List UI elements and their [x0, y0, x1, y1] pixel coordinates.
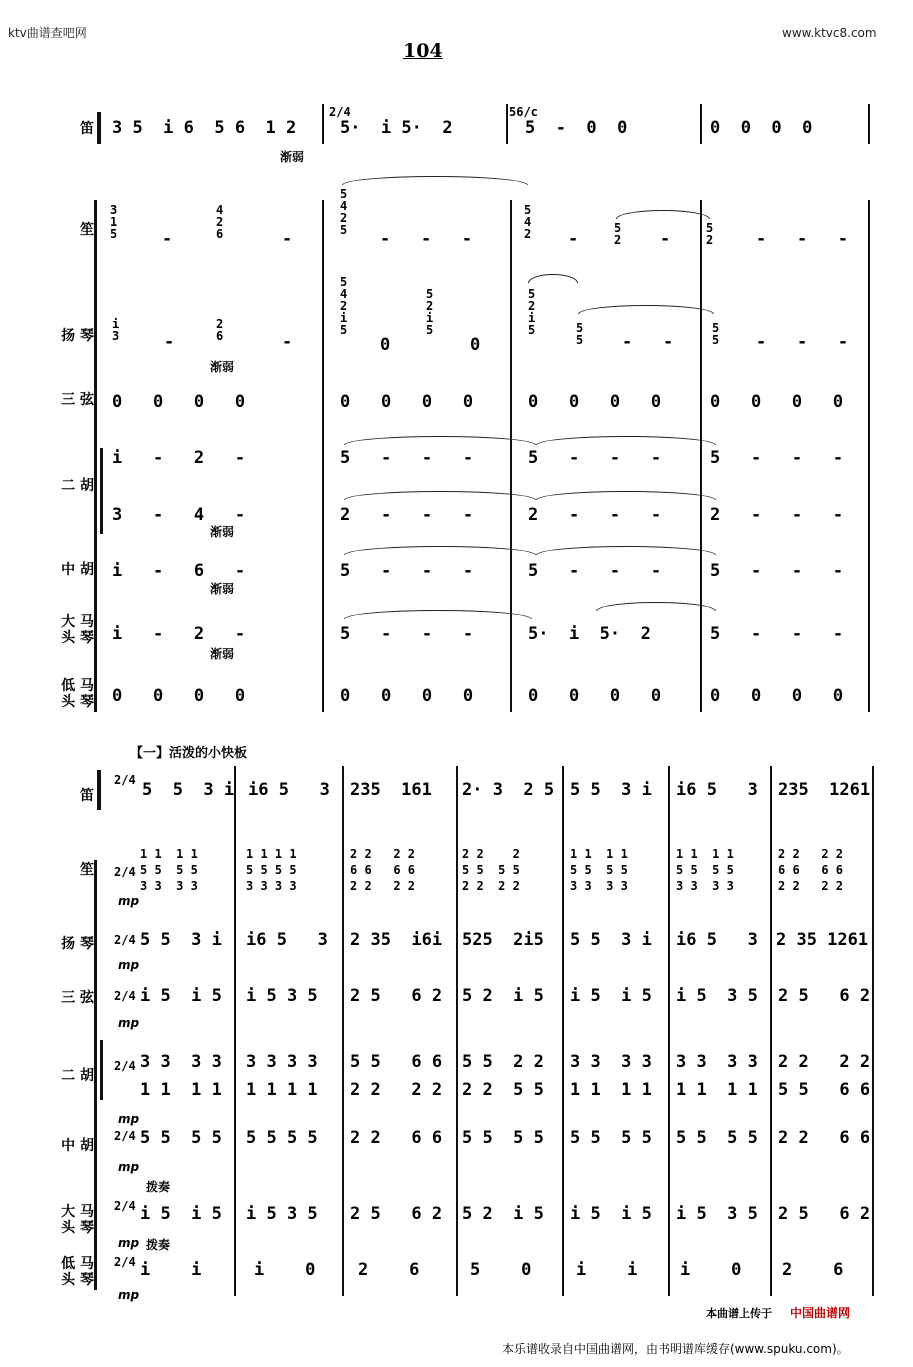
sheng2-top-m4: 2 2 2	[462, 847, 520, 861]
sheng-chord: 3 1 5	[110, 203, 118, 241]
sheng2-bot-m3: 2 2 2 2	[350, 879, 416, 893]
timesig-sanxian: 2/4	[114, 989, 136, 1003]
datouqin2-m2: i 5 3 5	[246, 1204, 318, 1224]
erhu-upper-m3: 5 - - -	[528, 448, 662, 468]
barline	[700, 200, 702, 712]
di-timesig-2: 2/4	[329, 105, 351, 119]
label-sanxian: 三 弦	[61, 392, 94, 408]
zhonghu-dim: 渐弱	[210, 582, 235, 596]
sanxian2-m1: i 5 i 5	[140, 986, 222, 1006]
zhonghu2-m3: 2 2 6 6	[350, 1128, 443, 1148]
sheng2-bot-m2: 3 3 3 3	[246, 879, 297, 893]
di-measure-2: 5· i 5· 2	[340, 118, 453, 138]
label-datouqin-2: 大 马 头 琴	[61, 1204, 94, 1236]
sheng2-top-m7: 2 2 2 2	[778, 847, 844, 861]
pizz-zhonghu: 拨奏	[146, 1180, 171, 1194]
sheng2-mid-m5: 5 5 5 5	[570, 863, 628, 877]
yangqin2-m2: i6 5 3	[246, 930, 328, 950]
sheng2-top-m5: 1 1 1 1	[570, 847, 628, 861]
ditouqin-m1: 0 0 0 0	[112, 686, 246, 706]
erhu-lower-m4: 2 - - -	[710, 505, 844, 525]
label-zhonghu: 中 胡	[61, 562, 94, 578]
timesig-datouqin: 2/4	[114, 1199, 136, 1213]
sheng-chord: 5 2	[706, 221, 714, 247]
barline	[322, 200, 324, 712]
datouqin-m2: 5 - - -	[340, 624, 474, 644]
ditouqin2-m7: 2 6	[782, 1260, 844, 1280]
sheng2-bot-m7: 2 2 2 2	[778, 879, 844, 893]
label-ditouqin: 低 马 头 琴	[61, 678, 94, 710]
bottom-note: 本乐谱收录自中国曲谱网，由书明谱库缓存(www.spuku.com)。	[502, 1342, 849, 1356]
yangqin-chord: 5 4 2 i 5	[340, 275, 348, 337]
site-logo: 中国曲谱网	[790, 1306, 851, 1320]
sheng2-bot-m6: 3 3 3 3	[676, 879, 734, 893]
slur	[616, 210, 710, 219]
slur	[578, 305, 714, 314]
dyn-datouqin: mp	[118, 1236, 140, 1250]
erhu2-top-m3: 5 5 6 6	[350, 1052, 443, 1072]
bracket-di	[97, 112, 101, 144]
sanxian-m1: 0 0 0 0	[112, 392, 246, 412]
ditouqin2-m3: 2 6	[358, 1260, 420, 1280]
label-erhu: 二 胡	[61, 478, 94, 494]
di2-m4: 2· 3 2 5	[462, 780, 555, 800]
yangqin-dash: -	[164, 332, 175, 352]
sanxian2-m6: i 5 3 5	[676, 986, 758, 1006]
yangqin2-m5: 5 5 3 i	[570, 930, 652, 950]
ditouqin-m3: 0 0 0 0	[528, 686, 662, 706]
erhu2-top-m1: 3 3 3 3	[140, 1052, 222, 1072]
slur	[596, 602, 716, 611]
slur	[344, 436, 536, 445]
timesig-sheng: 2/4	[114, 865, 136, 879]
sheng-chord: 5 2	[614, 221, 622, 247]
sanxian2-m7: 2 5 6 2	[778, 986, 871, 1006]
dyn-erhu: mp	[118, 1112, 140, 1126]
sheng-dash: -	[162, 229, 173, 249]
yangqin-dash: -	[282, 332, 293, 352]
yangqin-chord: i 3	[112, 317, 120, 343]
label-sheng: 笙	[80, 222, 94, 238]
erhu2-bot-m7: 5 5 6 6	[778, 1080, 871, 1100]
sanxian-m2: 0 0 0 0	[340, 392, 474, 412]
site-name-right: www.ktvc8.com	[782, 26, 877, 40]
zhonghu2-m4: 5 5 5 5	[462, 1128, 544, 1148]
di-measure-1: 3 5 i 6 5 6 1 2	[112, 118, 297, 138]
datouqin2-m5: i 5 i 5	[570, 1204, 652, 1224]
yangqin-dashes: - -	[622, 332, 674, 352]
label-zhonghu-2: 中 胡	[61, 1138, 94, 1154]
page-number: 104	[403, 40, 443, 62]
sheng2-top-m6: 1 1 1 1	[676, 847, 734, 861]
sheng-dash: -	[568, 229, 579, 249]
sheng2-bot-m1: 3 3 3 3	[140, 879, 198, 893]
di2-m3: 235 161	[350, 780, 432, 800]
slur	[344, 546, 536, 555]
erhu2-top-m7: 2 2 2 2	[778, 1052, 871, 1072]
di2-m6: i6 5 3	[676, 780, 758, 800]
timesig-yangqin: 2/4	[114, 933, 136, 947]
sanxian-m4: 0 0 0 0	[710, 392, 844, 412]
label-yangqin-2: 扬 琴	[61, 936, 94, 952]
ditouqin2-m6: i 0	[680, 1260, 742, 1280]
slur	[344, 610, 532, 619]
barline	[868, 200, 870, 712]
sheng-dashes: - - -	[380, 229, 473, 249]
datouqin-m1: i - 2 -	[112, 624, 246, 644]
barline	[322, 104, 324, 144]
timesig-zhonghu: 2/4	[114, 1129, 136, 1143]
sheng2-bot-m4: 2 2 2 2	[462, 879, 520, 893]
erhu2-bot-m1: 1 1 1 1	[140, 1080, 222, 1100]
timesig-di: 2/4	[114, 773, 136, 787]
erhu2-top-m6: 3 3 3 3	[676, 1052, 758, 1072]
erhu-lower-m2: 2 - - -	[340, 505, 474, 525]
datouqin2-m3: 2 5 6 2	[350, 1204, 443, 1224]
label-yangqin: 扬 琴	[61, 328, 94, 344]
yangqin-chord: 5 5	[576, 321, 584, 347]
label-datouqin: 大 马 头 琴	[61, 614, 94, 646]
bracket-erhu-2	[100, 1040, 103, 1100]
erhu2-top-m4: 5 5 2 2	[462, 1052, 544, 1072]
erhu-lower-m3: 2 - - -	[528, 505, 662, 525]
barline	[234, 766, 236, 1296]
erhu-dim: 渐弱	[210, 525, 235, 539]
slur	[342, 176, 528, 185]
zhonghu2-m6: 5 5 5 5	[676, 1128, 758, 1148]
ditouqin2-m4: 5 0	[470, 1260, 532, 1280]
erhu-upper-m2: 5 - - -	[340, 448, 474, 468]
yangqin-dashes: - - -	[756, 332, 849, 352]
label-sheng-2: 笙	[80, 862, 94, 878]
sheng-dashes: - - -	[756, 229, 849, 249]
sheng-dash: -	[660, 229, 671, 249]
di-measure-4: 0 0 0 0	[710, 118, 813, 138]
sheng2-mid-m6: 5 5 5 5	[676, 863, 734, 877]
barline	[868, 104, 870, 144]
site-name-left: ktv曲谱查吧网	[8, 26, 87, 40]
erhu2-top-m5: 3 3 3 3	[570, 1052, 652, 1072]
dyn-sanxian: mp	[118, 1016, 140, 1030]
label-sanxian-2: 三 弦	[61, 990, 94, 1006]
di-dim: 渐弱	[280, 150, 305, 164]
erhu2-bot-m3: 2 2 2 2	[350, 1080, 443, 1100]
barline	[562, 766, 564, 1296]
zhonghu2-m5: 5 5 5 5	[570, 1128, 652, 1148]
barline	[770, 766, 772, 1296]
system-bracket-2	[94, 860, 97, 1290]
di2-m7: 235 1261	[778, 780, 871, 800]
sheng2-mid-m1: 5 5 5 5	[140, 863, 198, 877]
ditouqin2-m5: i i	[576, 1260, 638, 1280]
slur	[536, 491, 716, 500]
sheng-chord: 5 4 2	[524, 203, 532, 241]
datouqin2-m1: i 5 i 5	[140, 1204, 222, 1224]
datouqin2-m6: i 5 3 5	[676, 1204, 758, 1224]
sanxian2-m3: 2 5 6 2	[350, 986, 443, 1006]
zhonghu-m3: 5 - - -	[528, 561, 662, 581]
dyn-sheng: mp	[118, 894, 140, 908]
zhonghu2-m7: 2 2 6 6	[778, 1128, 871, 1148]
erhu2-bot-m4: 2 2 5 5	[462, 1080, 544, 1100]
yangqin-zero: 0	[380, 335, 391, 355]
dyn-zhonghu: mp	[118, 1160, 140, 1174]
erhu-upper-m1: i - 2 -	[112, 448, 246, 468]
timesig-ditouqin: 2/4	[114, 1255, 136, 1269]
pizz-datouqin: 拨奏	[146, 1238, 171, 1252]
datouqin-dim: 渐弱	[210, 647, 235, 661]
erhu2-bot-m6: 1 1 1 1	[676, 1080, 758, 1100]
sanxian2-m2: i 5 3 5	[246, 986, 318, 1006]
slur	[344, 491, 536, 500]
yangqin-chord: 2 6	[216, 317, 224, 343]
zhonghu2-m1: 5 5 5 5	[140, 1128, 222, 1148]
yangqin2-m3: 2 35 i6i	[350, 930, 443, 950]
yangqin-chord: 5 5	[712, 321, 720, 347]
timesig-erhu: 2/4	[114, 1059, 136, 1073]
yangqin2-m6: i6 5 3	[676, 930, 758, 950]
sheng2-mid-m3: 6 6 6 6	[350, 863, 416, 877]
datouqin-m3: 5· i 5· 2	[528, 624, 651, 644]
yangqin-dim: 渐弱	[210, 360, 235, 374]
barline	[872, 766, 874, 1296]
sanxian2-m4: 5 2 i 5	[462, 986, 544, 1006]
sheng2-mid-m7: 6 6 6 6	[778, 863, 844, 877]
sheng2-top-m1: 1 1 1 1	[140, 847, 198, 861]
label-di-2: 笛	[80, 788, 94, 804]
slur	[536, 436, 716, 445]
sheng-dash: -	[282, 229, 293, 249]
sheng2-top-m3: 2 2 2 2	[350, 847, 416, 861]
barline	[506, 104, 508, 144]
label-erhu-2: 二 胡	[61, 1068, 94, 1084]
barline	[456, 766, 458, 1296]
zhonghu-m2: 5 - - -	[340, 561, 474, 581]
erhu-upper-m4: 5 - - -	[710, 448, 844, 468]
ditouqin2-m1: i i	[140, 1260, 202, 1280]
sheng2-top-m2: 1 1 1 1	[246, 847, 297, 861]
di2-m2: i6 5 3	[248, 780, 330, 800]
zhonghu-m4: 5 - - -	[710, 561, 844, 581]
label-di: 笛	[80, 121, 94, 137]
zhonghu2-m2: 5 5 5 5	[246, 1128, 318, 1148]
barline	[700, 104, 702, 144]
sanxian-m3: 0 0 0 0	[528, 392, 662, 412]
system-bracket	[94, 200, 97, 712]
sheng-chord: 5 4 2 5	[340, 187, 348, 237]
yangqin2-m7: 2 35 1261	[776, 930, 869, 950]
sheng2-mid-m2: 5 5 5 5	[246, 863, 297, 877]
bracket-erhu	[100, 448, 103, 534]
slur	[528, 274, 578, 283]
di-measure-3: 5 - 0 0	[525, 118, 628, 138]
erhu2-bot-m5: 1 1 1 1	[570, 1080, 652, 1100]
yangqin2-m4: 525 2i5	[462, 930, 544, 950]
ditouqin-m2: 0 0 0 0	[340, 686, 474, 706]
datouqin-m4: 5 - - -	[710, 624, 844, 644]
sheng2-bot-m5: 3 3 3 3	[570, 879, 628, 893]
datouqin2-m4: 5 2 i 5	[462, 1204, 544, 1224]
yangqin-zero: 0	[470, 335, 481, 355]
uploaded-note: 本曲谱上传于	[706, 1307, 772, 1320]
yangqin2-m1: 5 5 3 i	[140, 930, 222, 950]
erhu2-bot-m2: 1 1 1 1	[246, 1080, 318, 1100]
label-ditouqin-2: 低 马 头 琴	[61, 1256, 94, 1288]
di-timesig-3: 56/c	[509, 105, 538, 119]
ditouqin-m4: 0 0 0 0	[710, 686, 844, 706]
dyn-yangqin: mp	[118, 958, 140, 972]
sheng2-mid-m4: 5 5 5 5	[462, 863, 520, 877]
sanxian2-m5: i 5 i 5	[570, 986, 652, 1006]
yangqin-chord: 5 2 i 5	[528, 287, 536, 337]
di2-m1: 5 5 3 i	[142, 780, 235, 800]
barline	[342, 766, 344, 1296]
sheng-chord: 4 2 6	[216, 203, 224, 241]
slur	[536, 546, 716, 555]
erhu2-top-m2: 3 3 3 3	[246, 1052, 318, 1072]
bracket-di-2	[97, 770, 101, 810]
erhu-lower-m1: 3 - 4 -	[112, 505, 246, 525]
datouqin2-m7: 2 5 6 2	[778, 1204, 871, 1224]
section-title: 【一】活泼的小快板	[130, 746, 248, 761]
zhonghu-m1: i - 6 -	[112, 561, 246, 581]
barline	[510, 200, 512, 712]
barline	[668, 766, 670, 1296]
yangqin-chord: 5 2 i 5	[426, 287, 434, 337]
ditouqin2-m2: i 0	[254, 1260, 316, 1280]
dyn-ditouqin: mp	[118, 1288, 140, 1302]
di2-m5: 5 5 3 i	[570, 780, 652, 800]
